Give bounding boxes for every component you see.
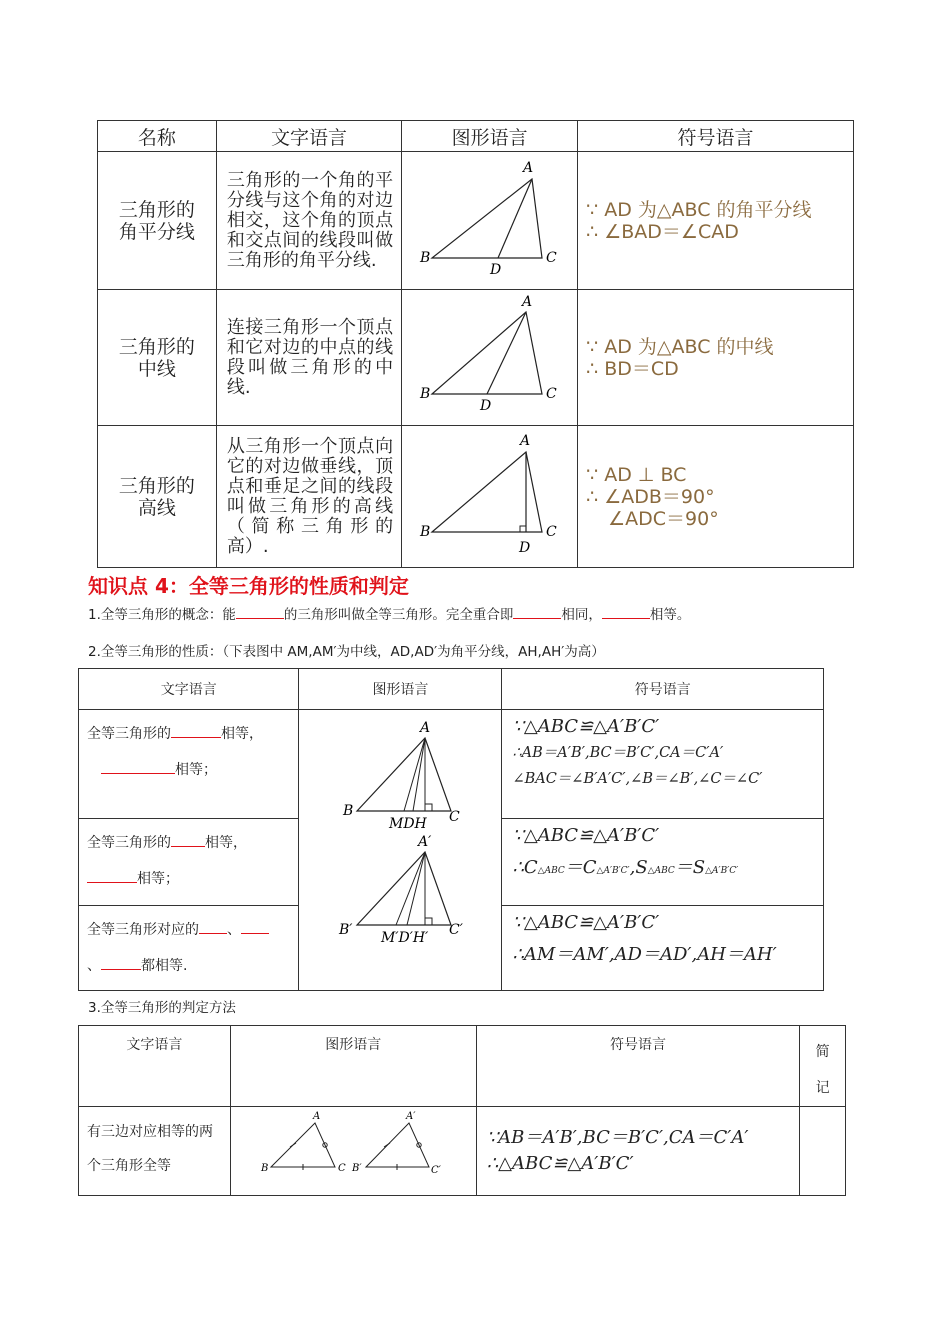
symbol-line-1: ∵ AD 为△ABC 的角平分线 — [586, 198, 812, 221]
table-header-row — [98, 121, 854, 152]
label-b: B — [420, 386, 431, 402]
label-a: A — [312, 1111, 320, 1122]
p1-part-a: 1.全等三角形的概念：能 — [88, 607, 236, 623]
answer-blank[interactable] — [513, 606, 561, 619]
congruent-properties-table — [78, 668, 824, 991]
triangle-lines-table — [97, 120, 854, 568]
table-row — [79, 710, 824, 819]
section-heading: 知识点 4：全等三角形的性质和判定 — [88, 574, 409, 598]
paragraph-1 — [88, 603, 690, 623]
row2-text-a: 全等三角形的 — [87, 835, 171, 852]
table-header-row — [79, 669, 824, 710]
row-name: 三角形的高线 — [118, 474, 195, 519]
header-symbol-language: 符号语言 — [578, 121, 854, 152]
bottom-label-mdh: M′D′H′ — [381, 930, 429, 946]
shorthand-cell[interactable] — [800, 1107, 846, 1196]
row-name: 三角形的中线 — [118, 335, 195, 380]
row3-text-b: 、 — [227, 921, 241, 938]
row-text: 有三边对应相等的两个三角形全等 — [79, 1107, 231, 1196]
row1-text-c: 相等； — [175, 762, 217, 778]
symbol-line-2: ∴ BD＝CD — [586, 357, 679, 380]
row2-text-c: 相等； — [137, 871, 179, 888]
row-text: 从三角形一个顶点向它的对边做垂线，顶点和垂足之间的线段叫做三角形的高线（简称三角形的高）. — [216, 426, 401, 568]
header-symbol-language: 符号语言 — [476, 1026, 800, 1107]
bottom-label-c: C′ — [449, 922, 464, 938]
symbol-line-1: ∵△ABC≌△A′B′C′ — [512, 825, 660, 847]
top-label-b: B — [343, 803, 354, 819]
paragraph-3: 3.全等三角形的判定方法 — [88, 1000, 236, 1016]
answer-blank[interactable] — [199, 921, 227, 934]
row3-text-a: 全等三角形对应的 — [87, 921, 199, 938]
header-name: 名称 — [98, 121, 217, 152]
header-text-language: 文字语言 — [79, 1026, 231, 1107]
altitude-figure — [402, 426, 577, 563]
row3-text-d: 都相等. — [141, 957, 188, 974]
angle-bisector-figure — [402, 152, 577, 285]
top-label-a: A — [420, 720, 431, 736]
label-d: D — [480, 398, 492, 414]
header-text-language: 文字语言 — [216, 121, 401, 152]
row3-text-c: 、 — [87, 957, 101, 974]
label-c: C — [546, 386, 557, 402]
header-figure-language: 图形语言 — [299, 669, 502, 710]
table-row — [98, 426, 854, 568]
p1-part-c: 相同， — [561, 607, 602, 623]
label-c: C — [337, 1163, 346, 1174]
symbol-line-1: ∵ AD ⊥ BC — [586, 463, 687, 486]
label-a-prime: A′ — [405, 1111, 416, 1122]
label-c-prime: C′ — [430, 1165, 441, 1176]
row1-text-b: 相等， — [221, 726, 263, 742]
header-figure-language: 图形语言 — [230, 1026, 476, 1107]
label-d: D — [490, 262, 502, 278]
symbol-line-3: ∠BAC＝∠B′A′C′,∠B＝∠B′,∠C＝∠C′ — [512, 771, 763, 787]
table-row — [98, 290, 854, 426]
header-symbol-language: 符号语言 — [502, 669, 824, 710]
table-row — [98, 152, 854, 290]
label-c: C — [546, 250, 557, 266]
answer-blank[interactable] — [241, 921, 269, 934]
header-text-language: 文字语言 — [79, 669, 299, 710]
symbol-line-1: ∵AB＝A′B′,BC＝B′C′,CA＝C′A′ — [486, 1127, 749, 1148]
label-b-prime: B′ — [351, 1163, 362, 1174]
answer-blank[interactable] — [101, 957, 141, 970]
symbol-line-1: ∵△ABC≌△A′B′C′ — [512, 716, 660, 737]
congruence-criteria-table — [78, 1025, 846, 1196]
row1-text-a: 全等三角形的 — [87, 726, 171, 742]
top-label-mdh: MDH — [389, 816, 428, 832]
row-text: 三角形的一个角的平分线与这个角的对边相交，这个角的顶点和交点间的线段叫做三角形的角平分线. — [216, 152, 401, 290]
header-shorthand: 简记 — [815, 1044, 830, 1096]
bottom-label-b: B′ — [339, 922, 353, 938]
bottom-label-a: A′ — [418, 834, 432, 850]
symbol-line-2: ∴AM＝AM′,AD＝AD′,AH＝AH′ — [512, 943, 777, 965]
symbol-line-2: ∴△ABC≌△A′B′C′ — [486, 1153, 634, 1174]
p1-part-b: 的三角形叫做全等三角形。完全重合即 — [283, 607, 514, 623]
label-d: D — [519, 540, 531, 556]
symbol-line-1: ∵ AD 为△ABC 的中线 — [586, 335, 774, 358]
label-c: C — [546, 524, 557, 540]
sss-triangles-figure — [231, 1107, 476, 1191]
symbol-line-2: ∴AB＝A′B′,BC＝B′C′,CA＝C′A′ — [512, 745, 724, 761]
paragraph-2: 2.全等三角形的性质：（下表图中 AM,AM′为中线，AD,AD′为角平分线，AH,AH′为高） — [88, 644, 605, 660]
answer-blank[interactable] — [236, 606, 284, 619]
label-b: B — [420, 250, 431, 266]
label-a: A — [522, 294, 533, 310]
row-text: 连接三角形一个顶点和它对边的中点的线段叫做三角形的中线. — [216, 290, 401, 426]
table-header-row — [79, 1026, 846, 1107]
p1-part-d: 相等。 — [649, 607, 691, 623]
top-label-c: C — [449, 809, 461, 825]
answer-blank[interactable] — [171, 834, 205, 847]
symbol-line-1: ∵△ABC≌△A′B′C′ — [512, 911, 660, 933]
header-figure-language: 图形语言 — [402, 121, 578, 152]
label-b: B — [260, 1163, 269, 1174]
answer-blank[interactable] — [87, 870, 137, 883]
table-row — [79, 1107, 846, 1196]
label-a: A — [520, 433, 531, 449]
answer-blank[interactable] — [602, 606, 650, 619]
label-a: A — [523, 160, 534, 176]
symbol-line-3: ∠ADC＝90° — [608, 507, 719, 530]
answer-blank[interactable] — [101, 761, 175, 774]
congruent-triangles-figure — [299, 710, 501, 986]
symbol-line-2: ∴C△ABC＝C△A′B′C′,S△ABC＝S△A′B′C′ — [512, 857, 739, 879]
row-name: 三角形的角平分线 — [118, 198, 195, 243]
row2-text-b: 相等， — [205, 835, 247, 852]
label-b: B — [420, 524, 431, 540]
answer-blank[interactable] — [171, 725, 221, 738]
median-figure — [402, 290, 577, 421]
symbol-line-2: ∴ ∠ADB＝90° — [586, 485, 715, 508]
symbol-line-2: ∴ ∠BAD＝∠CAD — [586, 220, 739, 243]
